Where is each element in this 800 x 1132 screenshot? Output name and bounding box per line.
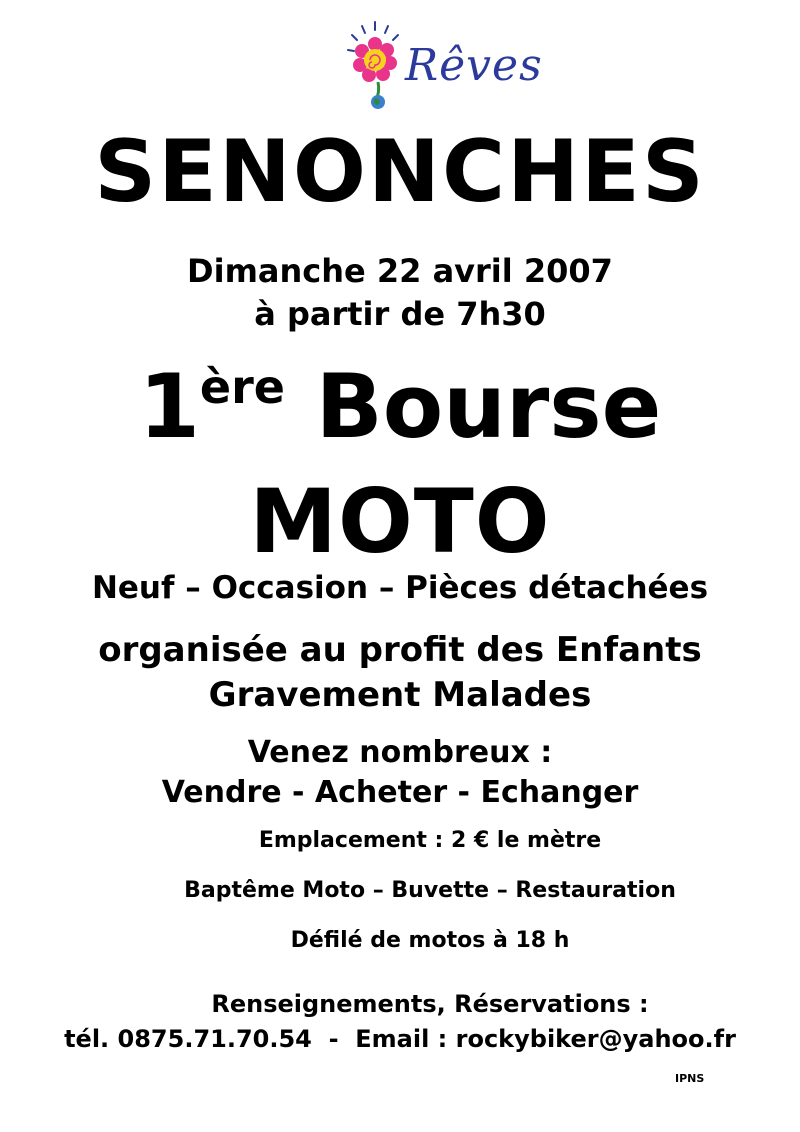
event-heading bbox=[0, 355, 800, 458]
organized-line-1: organisée au profit des Enfants bbox=[98, 630, 702, 670]
event-type: MOTO bbox=[249, 470, 551, 573]
contact-line: tél. 0875.71.70.54 - Email : rockybiker@yahoo.fr bbox=[64, 1025, 736, 1053]
activities-text: Vendre - Acheter - Echanger bbox=[161, 775, 639, 810]
event-number: 1 bbox=[138, 355, 200, 458]
event-categories: Neuf – Occasion – Pièces détachées bbox=[91, 570, 709, 606]
organized-line-2: Gravement Malades bbox=[208, 675, 592, 715]
info-title: Renseignements, Réservations : bbox=[211, 990, 649, 1018]
poster-title: SENONCHES bbox=[94, 122, 706, 222]
event-time: à partir de 7h30 bbox=[254, 295, 546, 333]
event-extras: Baptême Moto – Buvette – Restauration bbox=[184, 878, 676, 903]
ipns-tag: IPNS bbox=[675, 1072, 705, 1085]
invite-text: Venez nombreux : bbox=[247, 735, 553, 770]
event-date: Dimanche 22 avril 2007 bbox=[187, 252, 613, 290]
event-word: Bourse bbox=[315, 355, 662, 458]
parade-time: Défilé de motos à 18 h bbox=[290, 928, 570, 953]
event-number-suffix: ère bbox=[199, 359, 286, 414]
emplacement-price: Emplacement : 2 € le mètre bbox=[258, 828, 602, 853]
logo-text: Rêves bbox=[405, 40, 543, 91]
